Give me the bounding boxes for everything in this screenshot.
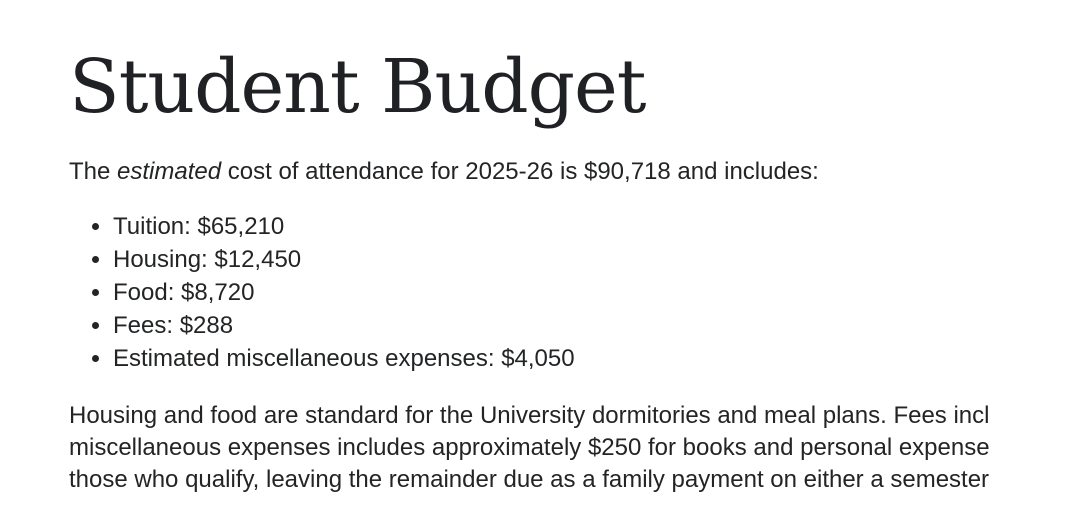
cost-list: [69, 210, 575, 375]
intro-paragraph: [69, 156, 819, 188]
notes-line: Housing and food are standard for the University dormitories and meal plans. Fees incl: [69, 402, 990, 429]
notes-paragraph: [69, 400, 1080, 496]
cost-item-tuition: • Tuition: $65,210: [113, 210, 575, 243]
cost-item-misc: • Estimated miscellaneous expenses: $4,050: [113, 342, 575, 375]
intro-text-start: The: [69, 158, 118, 185]
notes-line: those who qualify, leaving the remainder due as a family payment on either a semester: [69, 466, 990, 493]
notes-line: miscellaneous expenses includes approximately $250 for books and personal expense: [69, 434, 990, 461]
cost-item-housing: • Housing: $12,450: [113, 243, 575, 276]
intro-emphasis: estimated: [117, 158, 222, 185]
cost-item-fees: • Fees: $288: [113, 309, 575, 342]
page-title: Student Budget: [69, 44, 646, 130]
cost-item-food: • Food: $8,720: [113, 276, 575, 309]
intro-text-end: cost of attendance for 2025-26 is $90,718 and includes:: [221, 158, 819, 185]
